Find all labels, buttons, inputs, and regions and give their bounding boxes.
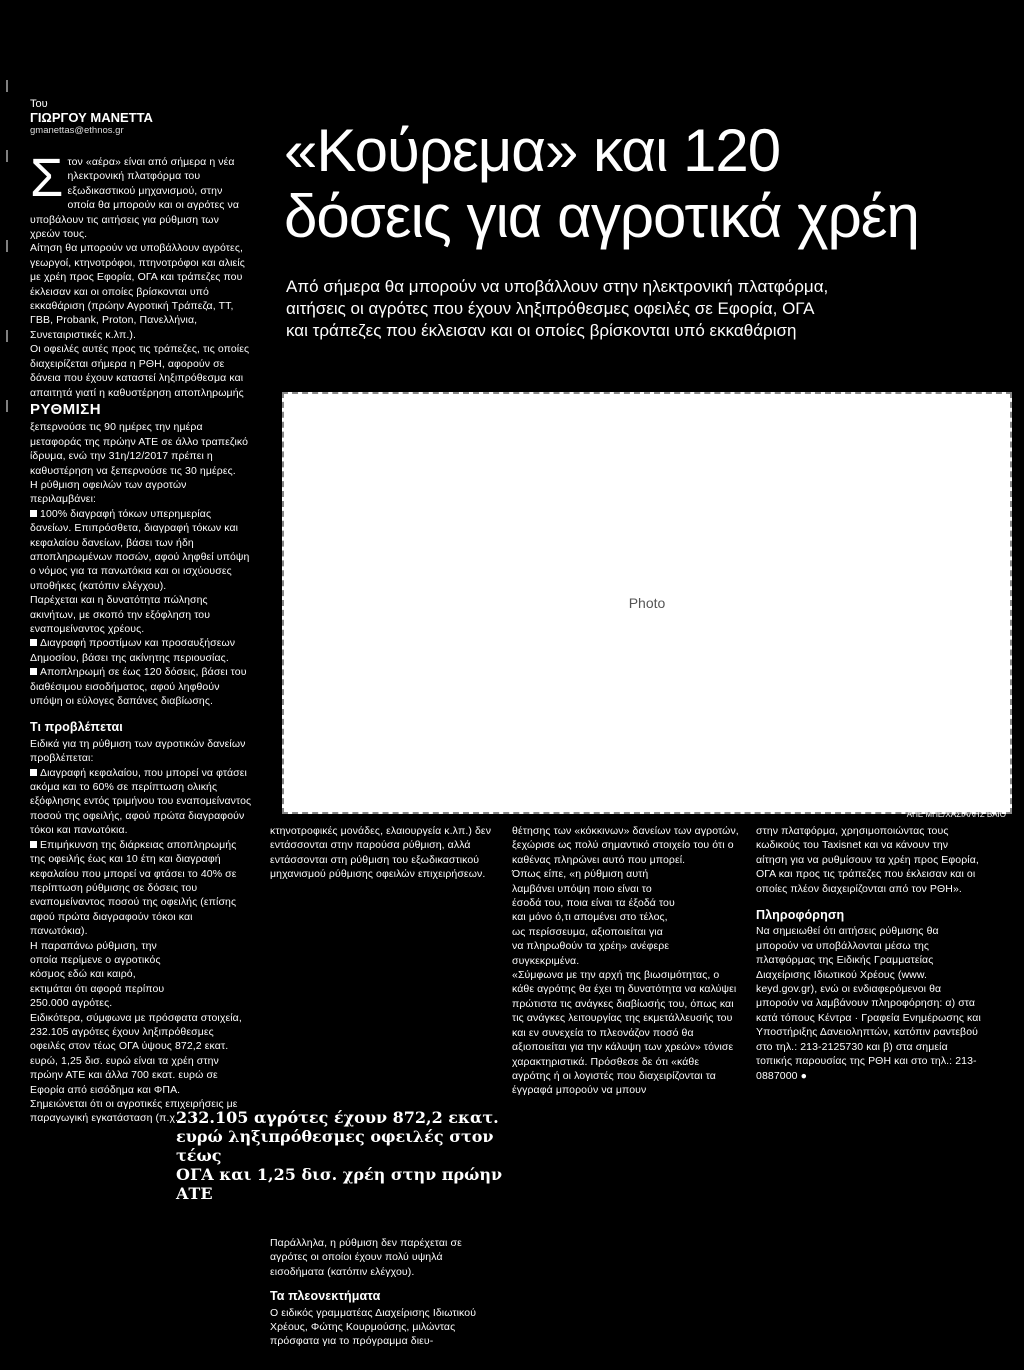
bullet-1: 100% διαγραφή τόκων υπερημερίας δανείων. Επιπρόσθετα, διαγραφή τόκων και κεφαλαίου δανείων, βάσει των ήδη αποπληρωμένων ποσών, αφού ληφθεί υπόψη ο νόμος για τα πανωτόκια και οι ισχύουσες υποθήκες (κατόπιν ελέγχου).	[30, 507, 252, 593]
intro-text: τον «αέρα» είναι από σήμερα η νέα ηλεκτρονική πλατφόρμα του εξωδικαστικού μηχανισμού, στην οποία θα μπορούν και οι αγρότες να υποβάλουν τις αιτήσεις για ρύθμιση των χρεών τους.	[30, 156, 240, 241]
bullet-2: Διαγραφή προστίμων και προσαυξήσεων Δημοσίου, βάσει της ακίνητης περιουσίας.	[30, 636, 252, 665]
margin-ticks	[6, 80, 8, 500]
paragraph-5: Η ρύθμιση οφειλών των αγροτών περιλαμβάνει:	[30, 478, 187, 506]
col4-text-3: «Σύμφωνα με την αρχή της βιωσιμότητας, ο κάθε αγρότης θα έχει τη δυνατότητα να καλύψει πρώτιστα τις ανάγκες διαβίωσής του, όπως και τις ανάγκες λειτουργίας της εκμετάλλευσής του και εν συνεχεία το πλεονάζον ποσό θα αξιοποιείται για την κάλυψη των χρεών» τόνισε χαρακτηριστικά. Πρόσθεσε δε ότι «κάθε αγρότης ή οι λογιστές που διαχειρίζονται τα έγγραφά μπορούν να μπουν	[512, 969, 737, 1097]
section-label-rythmisi: ΡΥΘΜΙΣΗ	[30, 400, 102, 418]
deck-line-2: αιτήσεις οι αγρότες που έχουν ληξιπρόθεσμες οφειλές σε Εφορία, ΟΓΑ	[286, 299, 815, 318]
col3-bottom-text: Παράλληλα, η ρύθμιση δεν παρέχεται σε αγρότες οι οποίοι έχουν πολύ υψηλά εισοδήματα (κατόπιν ελέγχου).	[270, 1237, 462, 1278]
paragraph-7: Ειδικά για τη ρύθμιση των αγροτικών δανείων προβλέπεται:	[30, 737, 246, 765]
column-3	[270, 824, 496, 882]
column-5	[756, 824, 982, 1083]
intro-paragraph	[30, 148, 252, 241]
headline-line-1: «Κούρεμα» και 120	[284, 117, 781, 184]
pull-quote	[176, 1108, 516, 1203]
paragraph-2: Αίτηση θα μπορούν να υποβάλλουν αγρότες, γεωργοί, κτηνοτρόφοι, πτηνοτρόφοι και αλιείς με χρέη προς Εφορία, ΟΓΑ και τράπεζες που έκλεισαν και οι οποίες βρίσκονται υπό εκκαθάριση (πρώην Αγροτική Τράπεζα, ΤΤ, ΓΒΒ, Probank, Proton, Πανελλήνια, Συνεταιριστικές κ.λπ.).	[30, 242, 245, 341]
paragraph-4: ξεπερνούσε τις 90 ημέρες την ημέρα μεταφοράς της πρώην ΑΤΕ σε άλλο τραπεζικό ίδρυμα, ενώ την 31η/12/2017 πρέπει η καθυστέρηση να ξεπερνούσε τις 30 ημέρες.	[30, 421, 249, 477]
col5-text-1: στην πλατφόρμα, χρησιμοποιώντας τους κωδικούς του Taxisnet και να κάνουν την αίτηση για να ρυθμίσουν τα χρέη προς Εφορία, ΟΓΑ και προς τις τράπεζες που έκλεισαν και οι οποίες πλέον διαχειρίζονται από τον ΡΘΗ».	[756, 825, 979, 895]
pull-quote-line-1: 232.105 αγρότες έχουν 872,2 εκατ.	[176, 1108, 499, 1127]
end-mark-icon: ●	[800, 1069, 808, 1082]
bullet-3: Αποπληρωμή σε έως 120 δόσεις, βάσει του διαθέσιμου εισοδήματος, αφού ληφθούν υπόψη οι εύλογες δαπάνες διαβίωσης.	[30, 665, 252, 708]
deck	[286, 276, 1014, 342]
deck-line-3: και τράπεζες που έκλεισαν και οι οποίες βρίσκονται υπό εκκαθάριση	[286, 321, 797, 340]
margin-ticks-svg	[6, 80, 8, 500]
col4-text-2: Όπως είπε, «η ρύθμιση αυτή λαμβάνει υπόψη ποιο είναι το έσοδά του, ποια είναι τα έξοδά του και μόνο ό,τι απομένει στο τέλος, ως περίσσευμα, αξιοποιείται για να πληρωθούν τα χρέη» ανέφερε συγκεκριμένα.	[512, 868, 675, 967]
bullet-5: Επιμήκυνση της διάρκειας αποπληρωμής της οφειλής έως και 10 έτη και διαγραφή κεφαλαίου που μπορεί να φτάσει το 40% σε περίπτωση ρύθμισης σε δόσεις του εναπομείναντος ποσού της οφειλής (επίσης αφού πρώτα διαγραφούν τόκοι και πανωτόκια).	[30, 838, 252, 939]
author-name: ΓΙΩΡΓΟΥ ΜΑΝΕΤΤΑ	[30, 110, 153, 125]
column-4	[512, 824, 740, 1098]
col3-top-text: κτηνοτροφικές μονάδες, ελαιουργεία κ.λπ.) δεν εντάσσονται στην παρούσα ρύθμιση, αλλά εντάσσονται στη ρύθμιση του εξωδικαστικού μηχανισμού ρύθμισης οφειλών επιχειρήσεων.	[270, 825, 492, 881]
byline	[30, 98, 260, 136]
photo-placeholder	[282, 392, 1012, 814]
col5-text-2	[756, 924, 982, 1082]
headline	[284, 118, 1014, 250]
paragraph-3: Οι οφειλές αυτές προς τις τράπεζες, τις οποίες διαχειρίζεται σήμερα η ΡΘΗ, αφορούν σε δάνεια που έχουν καταστεί ληξιπρόθεσμα και απαιτητά γιατί η καθυστέρηση αποπληρωμής	[30, 343, 250, 399]
pull-quote-line-2: ευρώ ληξιπρόθεσμες οφειλές στον τέως	[176, 1127, 494, 1165]
column-1	[30, 148, 252, 1126]
author-email: gmanettas@ethnos.gr	[30, 125, 124, 136]
col5-text-2-body: Να σημειωθεί ότι αιτήσεις ρύθμισης θα μπορούν να υποβάλλονται μέσω της πλατφόρμας της Ειδικής Γραμματείας Διαχείρισης Ιδιωτικού Χρέους (www. keyd.gov.gr), ενώ οι ενδιαφερόμενοι θα μπορούν να λαμβάνουν πληροφόρηση: α) στα κατά τόπους Κέντρα · Γραφεία Ενημέρωσης και Υποστήριξης Δανειοληπτών, κατόπιν ραντεβού στο τηλ.: 213-2125730 και β) στα σημεία τοπικής παρουσίας της ΡΘΗ και στο τηλ.: 213-0887000	[756, 925, 981, 1082]
bullet-4: Διαγραφή κεφαλαίου, που μπορεί να φτάσει ακόμα και το 60% σε περίπτωση ολικής εξόφλησης εντός τριμήνου του εναπομείναντος ποσού της οφειλής, αφού πρώτα διαγραφούν τόκοι και πανωτόκια.	[30, 766, 252, 837]
deck-line-1: Από σήμερα θα μπορούν να υποβάλλουν στην ηλεκτρονική πλατφόρμα,	[286, 277, 829, 296]
subhead-pliroforisi: Πληροφόρηση	[756, 908, 845, 923]
column-3-bottom	[270, 1236, 496, 1349]
col4-text-1: θέτησης των «κόκκινων» δανείων των αγροτών, ξεχώρισε ως πολύ σημαντικό στοιχείο του ότι ο καθένας πληρώνει αυτό που μπορεί.	[512, 825, 739, 866]
col3-last-text: Ο ειδικός γραμματέας Διαχείρισης Ιδιωτικού Χρέους, Φώτης Κουρμούσης, μιλώντας πρόσφατα για το πρόγραμμα διευ-	[270, 1306, 477, 1348]
byline-prefix: Του	[30, 98, 48, 110]
pull-quote-line-3: ΟΓΑ και 1,25 δισ. χρέη στην πρώην ΑΤΕ	[176, 1165, 503, 1203]
paragraph-9: Σημειώνεται ότι οι αγροτικές επιχειρήσεις με παραγωγική εγκατάσταση (π.χ.	[30, 1098, 238, 1125]
paragraph-6: Παρέχεται και η δυνατότητα πώλησης ακινήτων, με σκοπό την εξόφληση του εναπομείναντος χρέους.	[30, 594, 211, 635]
subhead-ti-provlepetai: Τι προβλέπεται	[30, 720, 123, 735]
photo-placeholder-label: Photo	[628, 595, 666, 611]
paragraph-8b: Ειδικότερα, σύμφωνα με πρόσφατα στοιχεία, 232.105 αγρότες έχουν ληξιπρόθεσμες οφειλές στον τέως ΟΓΑ ύψους 872,2 εκατ. ευρώ, 1,25 δισ. ευρώ είναι τα χρέη στην πρώην ΑΤΕ και άλλα 700 εκατ. ευρώ σε Εφορία από εισόδημα και ΦΠΑ.	[30, 1011, 242, 1096]
headline-line-2: δόσεις για αγροτικά χρέη	[284, 183, 919, 250]
paragraph-8a: Η παραπάνω ρύθμιση, την οποία περίμενε ο αγροτικός κόσμος εδώ και καιρό, εκτιμάται ότι αφορά περίπου 250.000 αγρότες.	[30, 939, 165, 1010]
subhead-pleonektimata: Τα πλεονεκτήματα	[270, 1289, 381, 1304]
drop-cap: Σ	[30, 148, 64, 208]
photo-credit: ΑΠΕ ΜΠΕ/ΧΑΣΙΑΛΗΣ ΒΑΙΟ	[906, 810, 1006, 819]
